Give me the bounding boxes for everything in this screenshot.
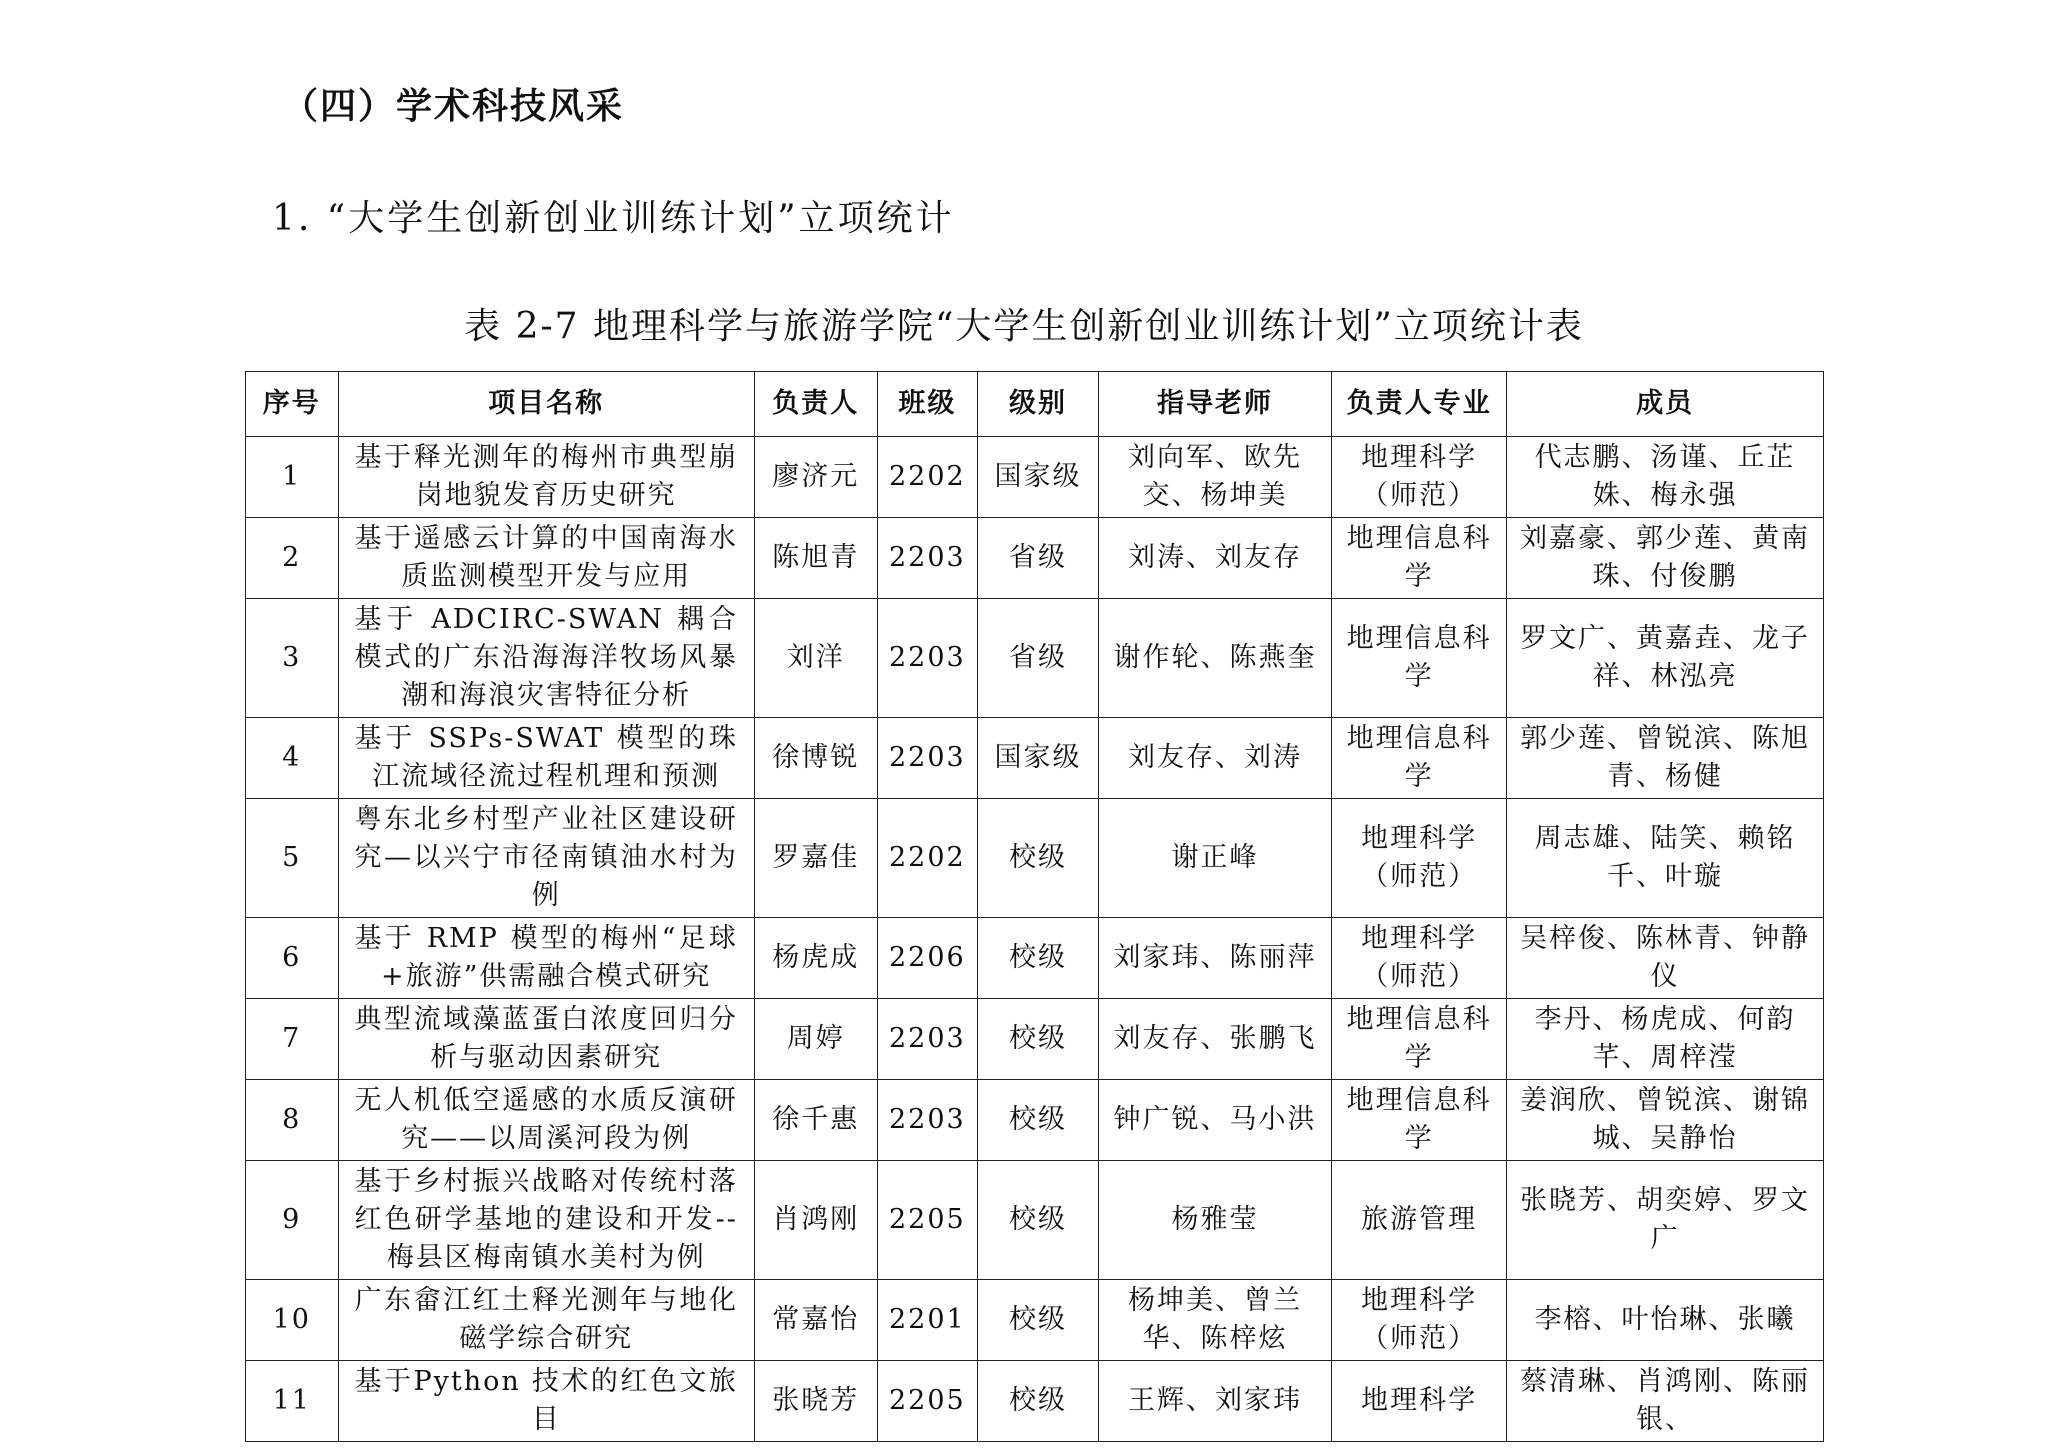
cell-members: 罗文广、黄嘉垚、龙子祥、林泓亮 xyxy=(1507,599,1824,718)
cell-level: 校级 xyxy=(978,1080,1099,1161)
cell-class: 2203 xyxy=(877,599,978,718)
cell-level: 校级 xyxy=(978,799,1099,918)
cell-project-name: 基于 ADCIRC-SWAN 耦合模式的广东沿海海洋牧场风暴潮和海浪灾害特征分析 xyxy=(338,599,754,718)
cell-project-name: 粤东北乡村型产业社区建设研究—以兴宁市径南镇油水村为例 xyxy=(338,799,754,918)
cell-major: 地理信息科学 xyxy=(1332,599,1507,718)
cell-major: 地理科学（师范） xyxy=(1332,918,1507,999)
cell-leader: 常嘉怡 xyxy=(754,1280,877,1361)
cell-level: 校级 xyxy=(978,1161,1099,1280)
cell-leader: 罗嘉佳 xyxy=(754,799,877,918)
table-row xyxy=(246,1280,1824,1361)
cell-class: 2203 xyxy=(877,1080,978,1161)
cell-advisor: 刘向军、欧先交、杨坤美 xyxy=(1098,437,1331,518)
cell-members: 代志鹏、汤谨、丘芷姝、梅永强 xyxy=(1507,437,1824,518)
cell-members: 姜润欣、曾锐滨、谢锦城、吴静怡 xyxy=(1507,1080,1824,1161)
cell-major: 地理信息科学 xyxy=(1332,718,1507,799)
cell-level: 国家级 xyxy=(978,718,1099,799)
table-caption: 表 2-7 地理科学与旅游学院“大学生创新创业训练计划”立项统计表 xyxy=(464,306,1584,347)
cell-advisor: 钟广锐、马小洪 xyxy=(1098,1080,1331,1161)
cell-no: 2 xyxy=(246,518,339,599)
sub-heading: 1. “大学生创新创业训练计划”立项统计 xyxy=(272,198,955,239)
cell-no: 10 xyxy=(246,1280,339,1361)
cell-project-name: 基于释光测年的梅州市典型崩岗地貌发育历史研究 xyxy=(338,437,754,518)
cell-major: 地理科学 xyxy=(1332,1361,1507,1442)
cell-leader: 周婷 xyxy=(754,999,877,1080)
cell-members: 张晓芳、胡奕婷、罗文广 xyxy=(1507,1161,1824,1280)
cell-leader: 肖鸿刚 xyxy=(754,1161,877,1280)
cell-project-name: 基于遥感云计算的中国南海水质监测模型开发与应用 xyxy=(338,518,754,599)
section-heading: （四）学术科技风采 xyxy=(282,86,625,127)
cell-class: 2203 xyxy=(877,999,978,1080)
cell-advisor: 谢作轮、陈燕奎 xyxy=(1098,599,1331,718)
cell-members: 李丹、杨虎成、何韵芊、周梓滢 xyxy=(1507,999,1824,1080)
cell-level: 省级 xyxy=(978,518,1099,599)
cell-class: 2201 xyxy=(877,1280,978,1361)
table-row xyxy=(246,999,1824,1080)
cell-level: 省级 xyxy=(978,599,1099,718)
cell-members: 吴梓俊、陈林青、钟静仪 xyxy=(1507,918,1824,999)
cell-class: 2206 xyxy=(877,918,978,999)
cell-level: 校级 xyxy=(978,999,1099,1080)
cell-leader: 张晓芳 xyxy=(754,1361,877,1442)
cell-class: 2202 xyxy=(877,799,978,918)
header-advisor: 指导老师 xyxy=(1098,372,1331,437)
header-leader: 负责人 xyxy=(754,372,877,437)
table-row xyxy=(246,918,1824,999)
table-row xyxy=(246,1361,1824,1442)
cell-level: 校级 xyxy=(978,918,1099,999)
table-row xyxy=(246,437,1824,518)
cell-leader: 徐千惠 xyxy=(754,1080,877,1161)
cell-leader: 廖济元 xyxy=(754,437,877,518)
cell-leader: 徐博锐 xyxy=(754,718,877,799)
cell-level: 校级 xyxy=(978,1361,1099,1442)
cell-class: 2205 xyxy=(877,1361,978,1442)
cell-project-name: 广东畲江红土释光测年与地化磁学综合研究 xyxy=(338,1280,754,1361)
header-no: 序号 xyxy=(246,372,339,437)
cell-leader: 杨虎成 xyxy=(754,918,877,999)
cell-advisor: 刘家玮、陈丽萍 xyxy=(1098,918,1331,999)
cell-no: 1 xyxy=(246,437,339,518)
cell-class: 2203 xyxy=(877,718,978,799)
cell-advisor: 刘友存、张鹏飞 xyxy=(1098,999,1331,1080)
cell-class: 2203 xyxy=(877,518,978,599)
header-project-name: 项目名称 xyxy=(338,372,754,437)
cell-project-name: 基于Python 技术的红色文旅目 xyxy=(338,1361,754,1442)
cell-project-name: 基于 RMP 模型的梅州“足球+旅游”供需融合模式研究 xyxy=(338,918,754,999)
table-header-row xyxy=(246,372,1824,437)
cell-major: 地理信息科学 xyxy=(1332,518,1507,599)
cell-advisor: 杨雅莹 xyxy=(1098,1161,1331,1280)
cell-no: 4 xyxy=(246,718,339,799)
cell-leader: 陈旭青 xyxy=(754,518,877,599)
cell-members: 郭少莲、曾锐滨、陈旭青、杨健 xyxy=(1507,718,1824,799)
cell-advisor: 杨坤美、曾兰华、陈梓炫 xyxy=(1098,1280,1331,1361)
table-row xyxy=(246,599,1824,718)
cell-advisor: 刘友存、刘涛 xyxy=(1098,718,1331,799)
cell-leader: 刘洋 xyxy=(754,599,877,718)
header-level: 级别 xyxy=(978,372,1099,437)
cell-advisor: 谢正峰 xyxy=(1098,799,1331,918)
cell-class: 2202 xyxy=(877,437,978,518)
cell-no: 8 xyxy=(246,1080,339,1161)
cell-project-name: 基于 SSPs-SWAT 模型的珠江流域径流过程机理和预测 xyxy=(338,718,754,799)
header-class: 班级 xyxy=(877,372,978,437)
cell-members: 刘嘉豪、郭少莲、黄南珠、付俊鹏 xyxy=(1507,518,1824,599)
cell-members: 蔡清琳、肖鸿刚、陈丽银、 xyxy=(1507,1361,1824,1442)
table-row xyxy=(246,1161,1824,1280)
cell-level: 国家级 xyxy=(978,437,1099,518)
cell-major: 地理信息科学 xyxy=(1332,999,1507,1080)
cell-class: 2205 xyxy=(877,1161,978,1280)
cell-project-name: 无人机低空遥感的水质反演研究——以周溪河段为例 xyxy=(338,1080,754,1161)
cell-members: 李榕、叶怡琳、张曦 xyxy=(1507,1280,1824,1361)
cell-no: 3 xyxy=(246,599,339,718)
projects-table xyxy=(245,371,1824,1442)
cell-major: 地理科学（师范） xyxy=(1332,1280,1507,1361)
header-members: 成员 xyxy=(1507,372,1824,437)
cell-advisor: 王辉、刘家玮 xyxy=(1098,1361,1331,1442)
header-major: 负责人专业 xyxy=(1332,372,1507,437)
table-row xyxy=(246,799,1824,918)
table-row xyxy=(246,518,1824,599)
cell-no: 11 xyxy=(246,1361,339,1442)
table-row xyxy=(246,1080,1824,1161)
cell-major: 旅游管理 xyxy=(1332,1161,1507,1280)
cell-members: 周志雄、陆笑、赖铭千、叶璇 xyxy=(1507,799,1824,918)
cell-level: 校级 xyxy=(978,1280,1099,1361)
cell-project-name: 基于乡村振兴战略对传统村落红色研学基地的建设和开发--梅县区梅南镇水美村为例 xyxy=(338,1161,754,1280)
cell-no: 9 xyxy=(246,1161,339,1280)
cell-no: 5 xyxy=(246,799,339,918)
cell-major: 地理科学（师范） xyxy=(1332,437,1507,518)
cell-major: 地理信息科学 xyxy=(1332,1080,1507,1161)
cell-major: 地理科学（师范） xyxy=(1332,799,1507,918)
cell-no: 6 xyxy=(246,918,339,999)
table-row xyxy=(246,718,1824,799)
cell-advisor: 刘涛、刘友存 xyxy=(1098,518,1331,599)
cell-project-name: 典型流域藻蓝蛋白浓度回归分析与驱动因素研究 xyxy=(338,999,754,1080)
cell-no: 7 xyxy=(246,999,339,1080)
